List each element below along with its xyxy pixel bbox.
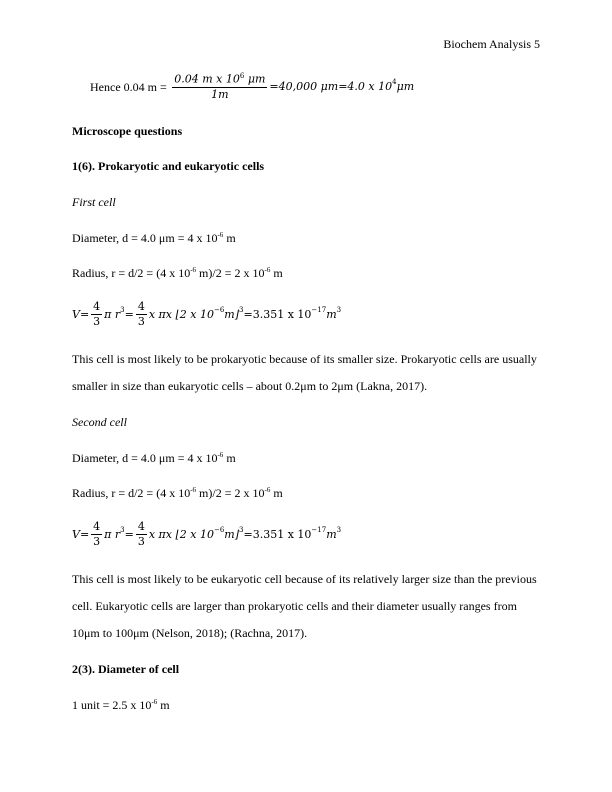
question-1-title: 1(6). Prokaryotic and eukaryotic cells <box>72 159 265 173</box>
first-volume-equation: V= $\frac{4}{3}$ π r $^3$ = $\frac{4}{3}$ x πx ⌊2 x 10 $^{-6}$ m⌋ $^3$ =3.351 x 10 $^{-17}$ m $^3$ <box>72 300 342 328</box>
question-2-title: 2(3). Diameter of cell <box>72 662 180 676</box>
exponent-minus-17: −17 <box>311 305 327 314</box>
eq-end: μm <box>396 79 415 93</box>
eq-exp: 6 <box>239 72 245 80</box>
eq-exp: 4 <box>392 77 397 86</box>
eq-num: 0.04 m x 10 <box>174 72 240 86</box>
second-volume-equation: V= $\frac{4}{3}$ π r $^3$ = $\frac{4}{3}$ x πx ⌊2 x 10 $^{-6}$ m⌋ $^3$ =3.351 x 10 $^{-17}$ m $^3$ <box>72 520 342 548</box>
fraction <box>172 72 267 102</box>
second-paragraph-line: cell. Eukaryotic cells are larger than prokaryotic cells and their diameter usually ranges from <box>72 599 517 613</box>
eq-den: 1m <box>211 87 229 101</box>
second-radius: Radius, r = d/2 = (4 x $10^{-6}$ m)/2 = 2 x $10^{-6}$ m <box>72 486 283 500</box>
first-cell-label: First cell <box>72 195 116 209</box>
eq-unit: μm <box>244 72 266 86</box>
first-paragraph-line: smaller in size than eukaryotic cells – about 0.2μm to 2μm (Lakna, 2017). <box>72 379 428 393</box>
unit-line: 1 unit = 2.5 x $10^{-6}$ m <box>72 698 170 712</box>
second-cell-label: Second cell <box>72 415 127 429</box>
second-diameter: Diameter, d = 4.0 μm = 4 x $10^{-6}$ m <box>72 451 236 465</box>
running-head: Biochem Analysis 5 <box>443 37 540 51</box>
hence-equation <box>90 72 414 102</box>
eq-prefix: Hence 0.04 m = <box>90 79 167 94</box>
first-radius: Radius, r = d/2 = (4 x $10^{-6}$ m)/2 = 2 x $10^{-6}$ m <box>72 266 283 280</box>
first-paragraph-line: This cell is most likely to be prokaryotic because of its smaller size. Prokaryotic cells are usually <box>72 352 537 366</box>
eq-mid: =40,000 μm=4.0 x 10 <box>269 79 393 93</box>
second-paragraph-line: 10μm to 100μm (Nelson, 2018); (Rachna, 2017). <box>72 626 308 640</box>
second-paragraph-line: This cell is most likely to be eukaryotic cell because of its relatively larger size than the previous <box>72 572 537 586</box>
first-diameter: Diameter, d = 4.0 μm = 4 x $10^{-6}$ m <box>72 231 236 245</box>
exponent-minus-17: −17 <box>311 525 327 534</box>
section-title: Microscope questions <box>72 124 183 138</box>
